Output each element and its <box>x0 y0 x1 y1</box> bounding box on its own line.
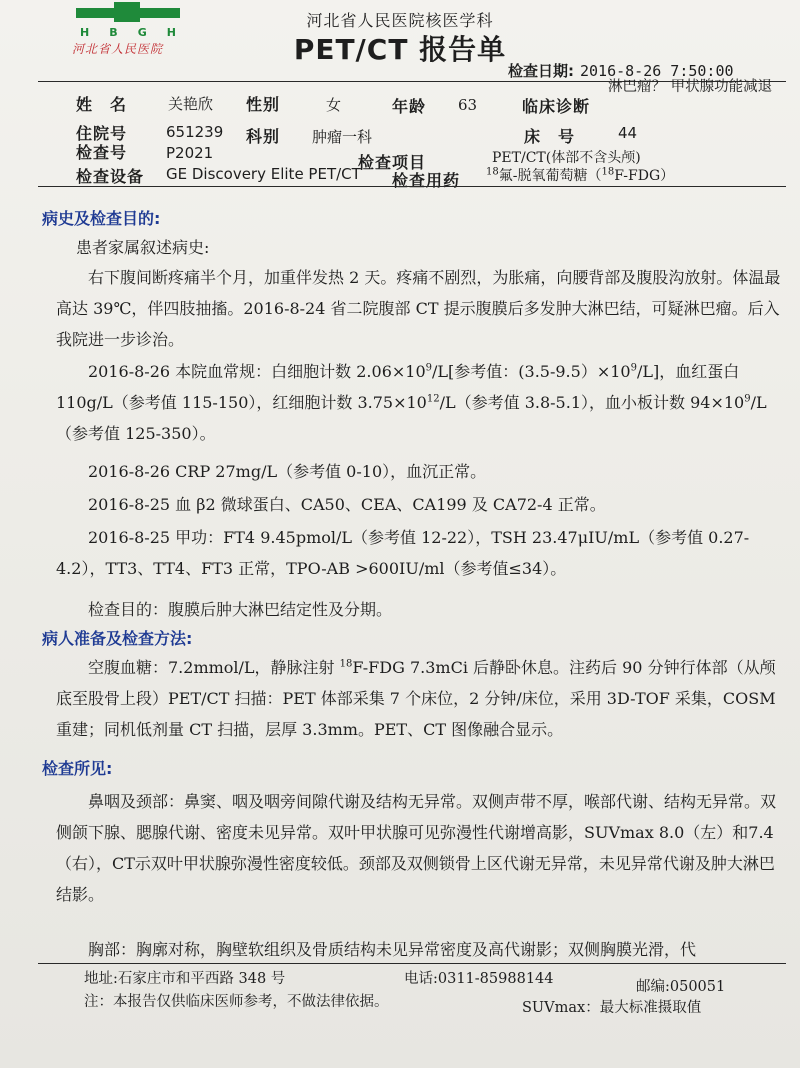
info-divider <box>38 186 786 187</box>
inpatient-label: 住院号 <box>76 124 128 143</box>
exam-no-label: 检查号 <box>76 143 128 162</box>
findings-neck: 鼻咽及颈部：鼻窦、咽及咽旁间隙代谢及结构无异常。双侧声带不厚，喉部代谢、结构无异常。双侧颌下腺、腮腺代谢、密度未见异常。双叶甲状腺可见弥漫性代谢增高影，SUVmax 8.0（左）和7.4（右），CT示双叶甲状腺弥漫性密度较低。颈部及双侧锁骨上区代谢无异常，未见异常代谢及肿大淋巴结影。 <box>56 792 777 904</box>
diag-label: 临床诊断 <box>522 97 591 116</box>
bed-no: 44 <box>618 124 638 142</box>
history-title: 病史及检查目的: <box>42 209 161 228</box>
footer-postcode: 邮编:050051 <box>636 979 726 995</box>
report-title: PET/CT 报告单 <box>293 33 507 66</box>
footer-suv: SUVmax：最大标准摄取值 <box>522 1000 702 1016</box>
exam-purpose: 检查目的：腹膜后肿大淋巴结定性及分期。 <box>88 600 393 619</box>
footer-divider <box>38 963 786 964</box>
history-para-tumor-markers: 2016-8-25 血 β2 微球蛋白、CA50、CEA、CA199 及 CA72-4 正常。 <box>88 495 606 514</box>
department: 肿瘤一科 <box>312 128 373 146</box>
device-label: 检查设备 <box>76 167 145 186</box>
patient-name: 关艳欣 <box>168 95 214 113</box>
exam-item-label: 检查项目 <box>358 153 427 172</box>
findings-title: 检查所见: <box>42 759 113 778</box>
age-label: 年龄 <box>392 97 427 116</box>
hospital-name: 河北省人民医院核医学科 <box>306 11 494 30</box>
history-para-1: 右下腹间断疼痛半个月，加重伴发热 2 天。疼痛不剧烈，为胀痛，向腰背部及腹股沟放射。体温最高达 39℃，伴四肢抽搐。2016-8-24 省二院腹部 CT 提示腹膜后多发肿大淋巴结，可疑淋巴瘤。后入我院进一步诊治。 <box>56 268 781 349</box>
exam-date: 检查日期: 2016-8-26 7:50:00 <box>508 62 734 80</box>
exam-no: P2021 <box>166 144 214 162</box>
logo-text: 河北省人民医院 <box>72 42 164 56</box>
footer-address: 地址:石家庄市和平西路 348 号 <box>84 971 286 987</box>
logo-letters: H B G H <box>80 26 176 39</box>
patient-age: 63 <box>458 96 478 114</box>
exam-item: PET/CT(体部不含头颅) <box>492 150 641 166</box>
prep-para: 空腹血糖：7.2mmol/L，静脉注射 $^{18}$F-FDG 7.3mCi 后静卧休息。注药后 90 分钟行体部（从颅底至股骨上段）PET/CT 扫描：PET 体部采集 7 个床位，2 分钟/床位，采用 3D-TOF 采集，COSM 重建；同机低剂量 CT 扫描，层厚 3.3mm。PET、CT 图像融合显示。 <box>56 658 776 739</box>
drug: $^{18}$氟-脱氧葡萄糖（$^{18}$F-FDG） <box>486 166 675 184</box>
inpatient-no: 651239 <box>166 123 224 141</box>
patient-sex: 女 <box>326 96 342 114</box>
clinical-diagnosis: 淋巴瘤？ 甲状腺功能减退 <box>608 79 773 95</box>
dept-label: 科别 <box>246 127 281 146</box>
prep-title: 病人准备及检查方法: <box>42 629 193 648</box>
bed-label: 床 号 <box>524 127 576 146</box>
findings-chest: 胸部：胸廓对称，胸壁软组织及骨质结构未见异常密度及高代谢影；双侧胸膜光滑，代 <box>88 940 697 959</box>
history-para-crp: 2016-8-26 CRP 27mg/L（参考值 0-10），血沉正常。 <box>88 462 487 481</box>
device: GE Discovery Elite PET/CT <box>166 165 361 183</box>
footer-phone: 电话:0311-85988144 <box>404 971 554 987</box>
footer-note: 注：本报告仅供临床医师参考，不做法律依据。 <box>84 994 389 1010</box>
history-para-thyroid: 2016-8-25 甲功：FT4 9.45pmol/L（参考值 12-22），TSH 23.47μIU/mL（参考值 0.27-4.2），TT3、TT4、FT3 正常，TPO-AB >600IU/ml（参考值≤34）。 <box>56 528 750 578</box>
name-label: 姓 名 <box>76 95 128 114</box>
drug-label: 检查用药 <box>392 171 461 190</box>
history-para-blood: 2016-8-26 本院血常规：白细胞计数 $2.06\times 10^9/L$[参考值：$(3.5-9.5)\times 10^9/L$]，血红蛋白 110g/L（参考值 115-150），红细胞计数 $3.75\times 10^{12}/L$（参考值 3.8-5.1），血小板计数 $94\times 10^9/L$（参考值 125-350）。 <box>56 362 767 443</box>
history-intro: 患者家属叙述病史: <box>76 238 210 257</box>
sex-label: 性别 <box>246 95 281 114</box>
